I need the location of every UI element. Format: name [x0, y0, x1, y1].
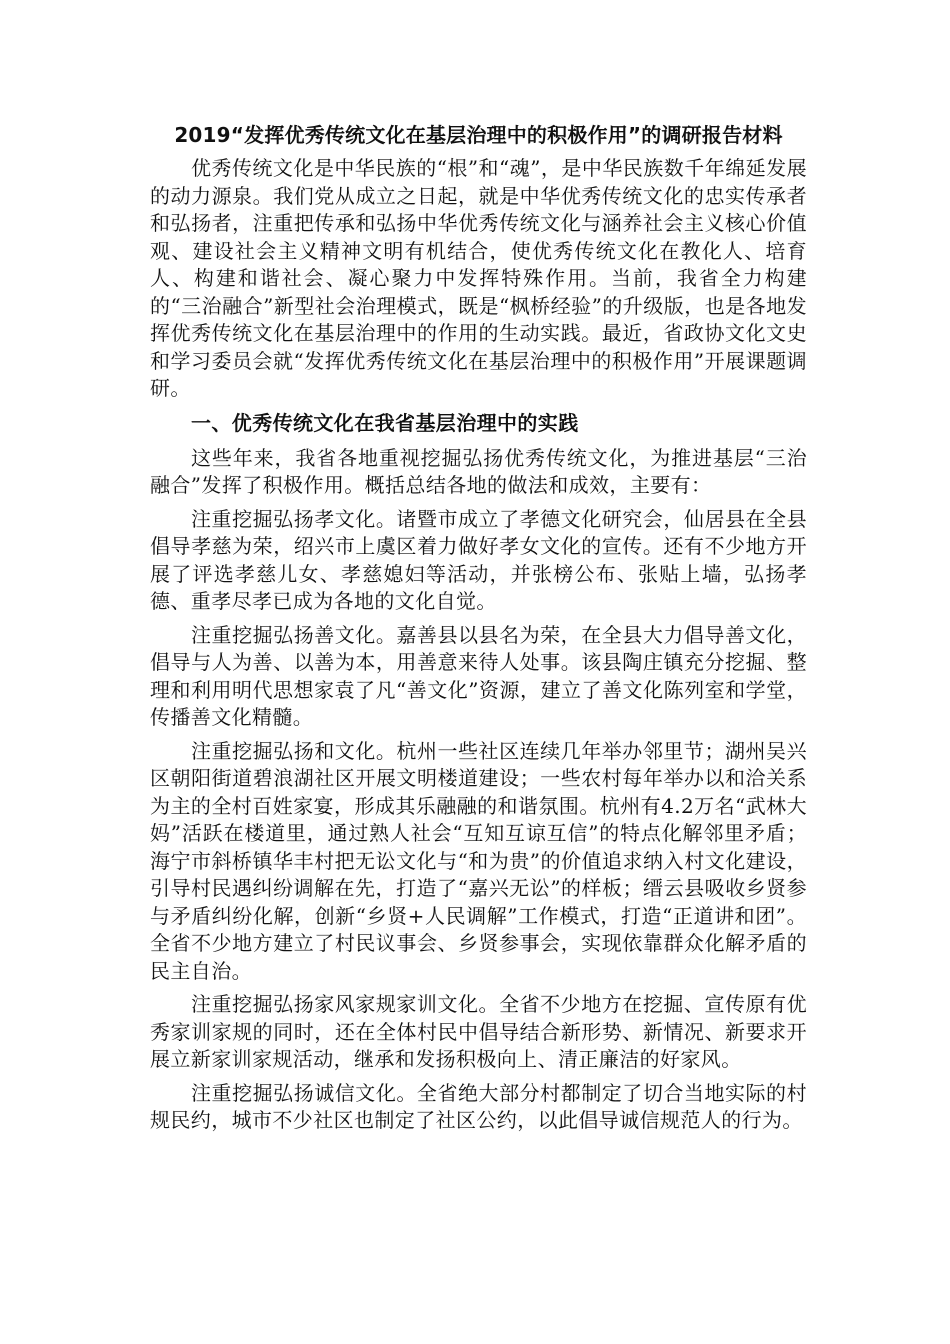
section-heading: 一、优秀传统文化在我省基层治理中的实践 [191, 410, 579, 435]
body-paragraph-family: 注重挖掘弘扬家风家规家训文化。全省不少地方在挖掘、宣传原有优秀家训家规的同时，还在全体村民中倡导结合新形势、新情况、新要求开展立新家训家规活动，继承和发扬积极向上、清正廉洁的好家风。 [150, 992, 807, 1071]
document-title: 2019“发挥优秀传统文化在基层治理中的积极作用”的调研报告材料 [174, 123, 783, 147]
document-page [150, 122, 807, 1141]
body-paragraph-kindness: 注重挖掘弘扬善文化。嘉善县以县名为荣，在全县大力倡导善文化，倡导与人为善、以善为本，用善意来待人处事。该县陶庄镇充分挖掘、整理和利用明代思想家袁了凡“善文化”资源，建立了善文化陈列室和学堂，传播善文化精髓。 [150, 622, 807, 729]
body-paragraph-integrity: 注重挖掘弘扬诚信文化。全省绝大部分村都制定了切合当地实际的村规民约，城市不少社区也制定了社区公约，以此倡导诚信规范人的行为。 [150, 1080, 807, 1132]
body-paragraph-filial: 注重挖掘弘扬孝文化。诸暨市成立了孝德文化研究会，仙居县在全县倡导孝慈为荣，绍兴市上虞区着力做好孝女文化的宣传。还有不少地方开展了评选孝慈儿女、孝慈媳妇等活动，并张榜公布、张贴上墙，弘扬孝德、重孝尽孝已成为各地的文化自觉。 [150, 506, 807, 613]
body-paragraph-overview: 这些年来，我省各地重视挖掘弘扬优秀传统文化，为推进基层“三治融合”发挥了积极作用。概括总结各地的做法和成效，主要有： [150, 445, 807, 497]
body-paragraph-harmony: 注重挖掘弘扬和文化。杭州一些社区连续几年举办邻里节；湖州吴兴区朝阳街道碧浪湖社区开展文明楼道建设；一些农村每年举办以和洽关系为主的全村百姓家宴，形成其乐融融的和谐氛围。杭州有4.2万名“武林大妈”活跃在楼道里，通过熟人社会“互知互谅互信”的特点化解邻里矛盾；海宁市斜桥镇华丰村把无讼文化与“和为贵”的价值追求纳入村文化建设，引导村民遇纠纷调解在先，打造了“嘉兴无讼”的样板；缙云县吸收乡贤参与矛盾纠纷化解，创新“乡贤+人民调解”工作模式，打造“正道讲和团”。全省不少地方建立了村民议事会、乡贤参事会，实现依靠群众化解矛盾的民主自治。 [150, 738, 807, 983]
intro-paragraph: 优秀传统文化是中华民族的“根”和“魂”，是中华民族数千年绵延发展的动力源泉。我们党从成立之日起，就是中华优秀传统文化的忠实传承者和弘扬者，注重把传承和弘扬中华优秀传统文化与涵养社会主义核心价值观、建设社会主义精神文明有机结合，使优秀传统文化在教化人、培育人、构建和谐社会、凝心聚力中发挥特殊作用。当前，我省全力构建的“三治融合”新型社会治理模式，既是“枫桥经验”的升级版，也是各地发挥优秀传统文化在基层治理中的作用的生动实践。最近，省政协文化文史和学习委员会就“发挥优秀传统文化在基层治理中的积极作用”开展课题调研。 [150, 156, 807, 400]
